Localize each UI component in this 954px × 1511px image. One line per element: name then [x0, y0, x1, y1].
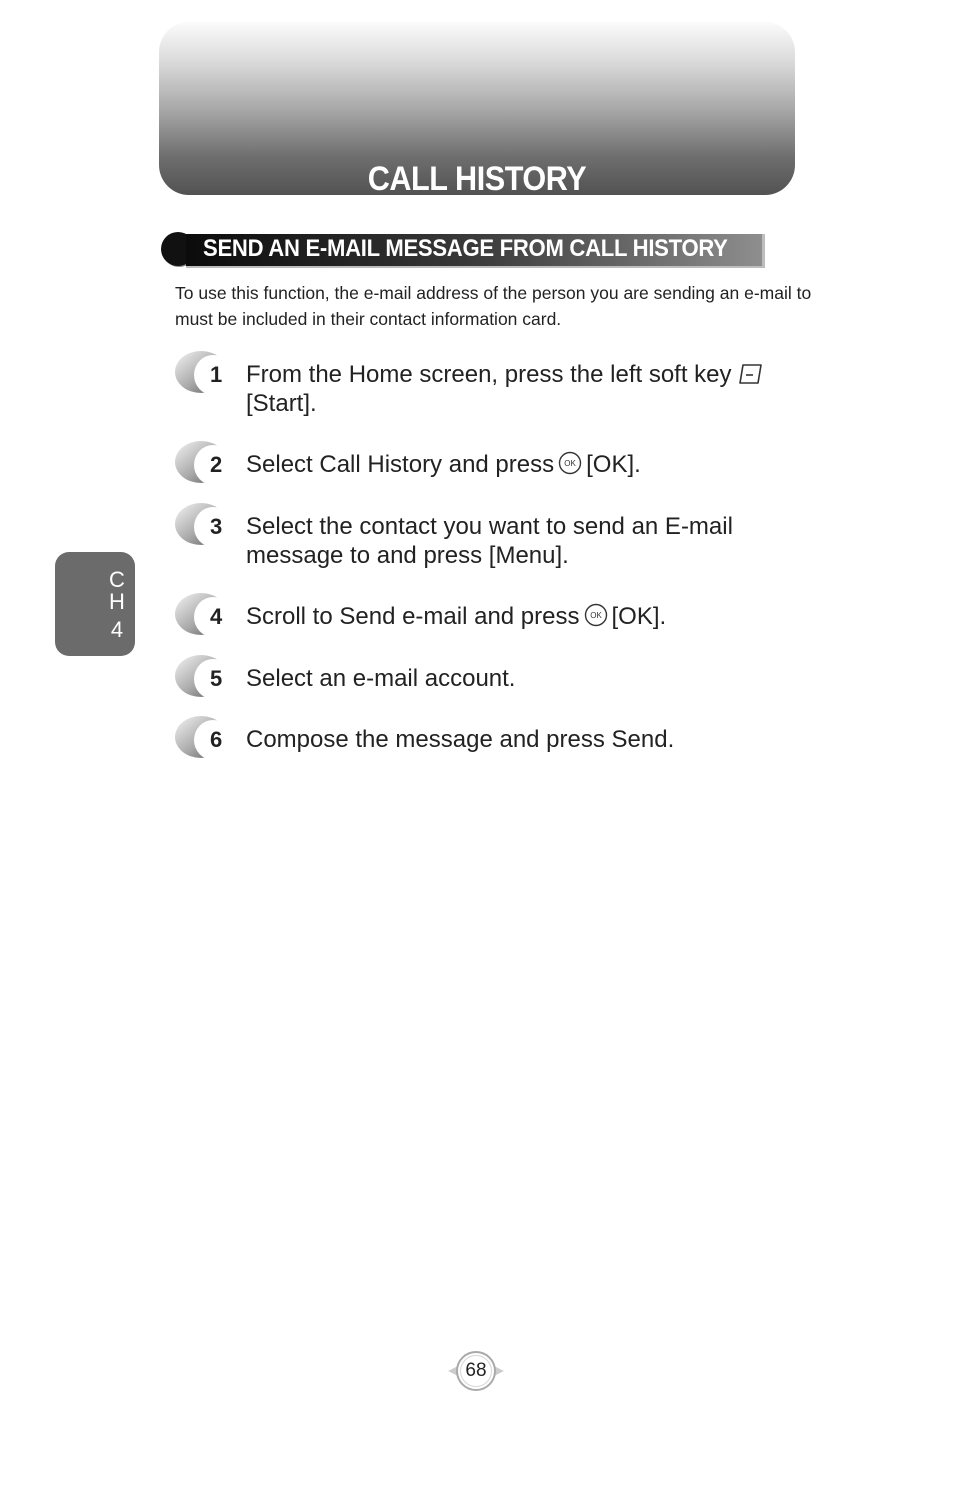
svg-text:OK: OK: [589, 611, 602, 620]
step-text-before: Scroll to Send e-mail and press: [246, 603, 580, 630]
page-number-badge: [446, 1349, 506, 1393]
step-text: [246, 512, 806, 570]
chapter-tab-number: 4: [110, 617, 124, 642]
step-number-badge: [175, 350, 231, 396]
step-text-line1: From the Home screen, press the left soft key: [246, 361, 732, 388]
step-number: 5: [210, 666, 223, 691]
step-number: 4: [210, 604, 223, 629]
step-number-badge: [175, 502, 231, 548]
svg-text:OK: OK: [564, 459, 576, 468]
step-number-badge: [175, 592, 231, 638]
chapter-tab-h: H: [109, 589, 125, 614]
step-text: [246, 602, 806, 631]
page-number: 68: [465, 1360, 487, 1381]
step-number-badge: [175, 715, 231, 761]
step-text: Select an e-mail account.: [246, 665, 516, 692]
step-text-line2: message to and press [Menu].: [246, 542, 569, 569]
step-text-after: [OK].: [611, 603, 667, 630]
step-text-after: [OK].: [586, 451, 641, 478]
intro-text: To use this function, the e-mail address of the person you are sending an e-mail to must be included in their contact information card.: [175, 283, 812, 329]
ok-key-icon: [558, 451, 582, 475]
header-banner: [159, 22, 795, 198]
step-text-before: Select Call History and press: [246, 451, 555, 478]
step-number-badge: [175, 440, 231, 486]
section-title: SEND AN E-MAIL MESSAGE FROM CALL HISTORY: [203, 235, 728, 262]
step-number: 1: [210, 362, 223, 387]
step-text: [246, 450, 806, 479]
step-text-line2: [Start].: [246, 390, 317, 417]
step-text: Compose the message and press Send.: [246, 726, 675, 753]
page-title: CALL HISTORY: [367, 160, 587, 198]
step-number-badge: [175, 654, 231, 700]
step-text: [246, 360, 806, 418]
chapter-tab-c: C: [109, 567, 125, 592]
step-number: 3: [210, 514, 223, 539]
left-soft-key-icon: [738, 362, 764, 386]
step-number: 6: [210, 727, 223, 752]
step-text-line1: Select the contact you want to send an E-mail: [246, 513, 733, 540]
ok-key-icon: [584, 603, 608, 627]
chapter-tab: [55, 552, 135, 656]
step-number: 2: [210, 452, 223, 477]
